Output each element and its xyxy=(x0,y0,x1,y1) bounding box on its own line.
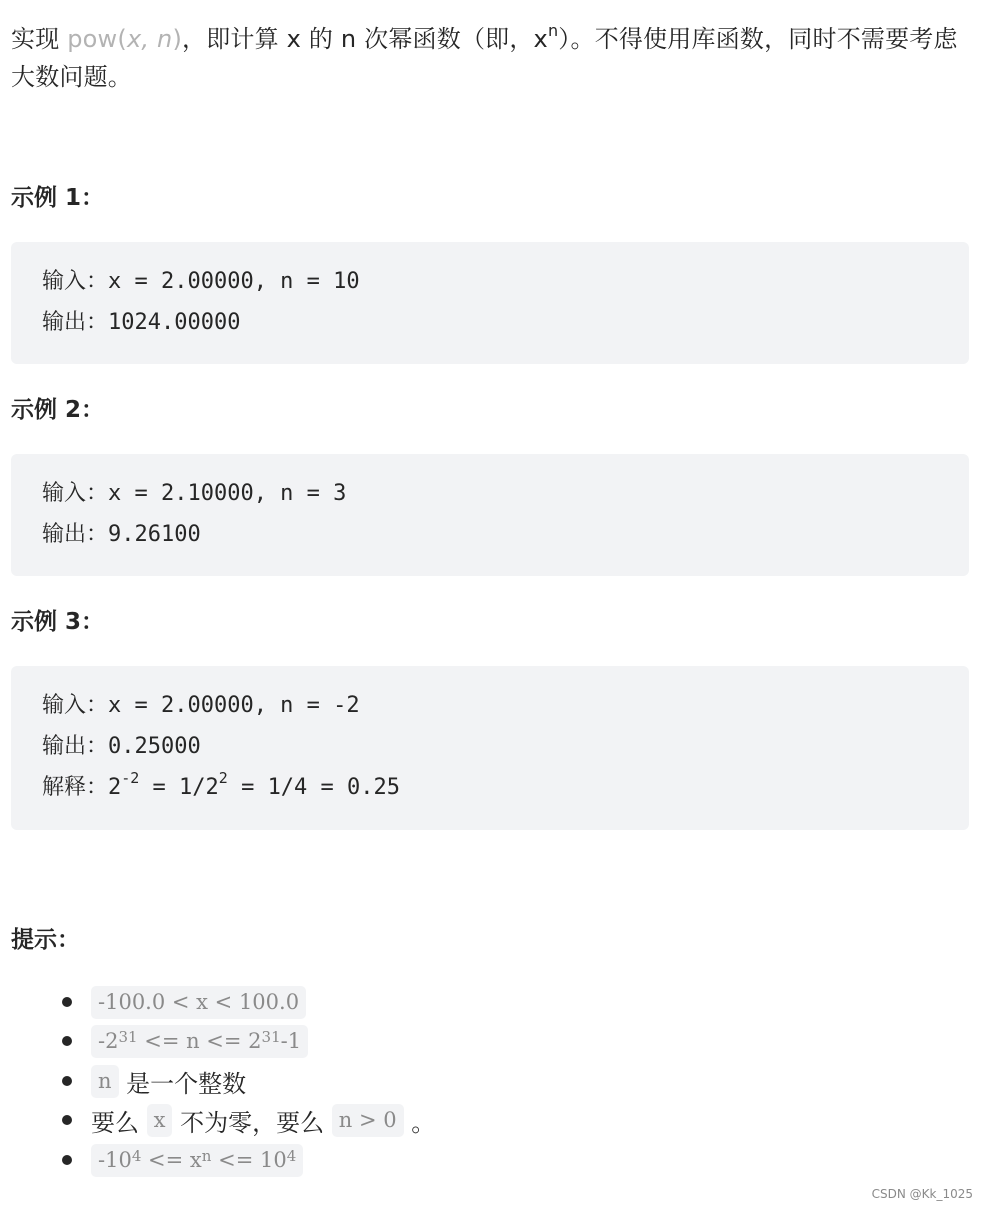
code-part: -1 xyxy=(280,1029,302,1053)
desc-text: ，即计算 x 的 n 次幂函数（即，x xyxy=(182,25,548,53)
fn-args: x, n xyxy=(126,25,173,53)
inline-code: x xyxy=(147,1104,173,1137)
tip-text: 。 xyxy=(403,1108,436,1137)
example-1-input: 输入：x = 2.00000, n = 10 xyxy=(42,269,360,294)
explain-sup: -2 xyxy=(121,768,140,787)
example-2-output: 输出：9.26100 xyxy=(42,522,201,547)
example-3-input: 输入：x = 2.00000, n = -2 xyxy=(42,693,360,718)
bullet-icon xyxy=(62,997,72,1007)
desc-superscript: n xyxy=(547,21,559,40)
example-2-codeblock xyxy=(11,454,969,576)
example-1-output: 输出：1024.00000 xyxy=(42,310,241,335)
watermark: CSDN @Kk_1025 xyxy=(871,1187,973,1201)
example-1-heading: 示例 1： xyxy=(11,185,105,211)
desc-text: 实现 xyxy=(11,25,68,53)
code-part: <= 10 xyxy=(211,1148,287,1172)
example-2-heading: 示例 2： xyxy=(11,397,105,423)
tip-text: 是一个整数 xyxy=(118,1069,247,1098)
code-part: <= x xyxy=(141,1148,202,1172)
inline-code: n > 0 xyxy=(332,1104,404,1137)
inline-code: -2 $^{31}$ <= n <= 2 $^{31}$ -1 xyxy=(91,1025,308,1058)
tip-text: 不为零，要么 xyxy=(172,1108,332,1137)
explain-sup: 2 xyxy=(218,768,228,787)
example-3-heading: 示例 3： xyxy=(11,609,105,635)
fn-name: pow( xyxy=(67,25,127,53)
inline-code: -100.0 < x < 100.0 xyxy=(91,986,306,1019)
explain-mid: = 1/2 xyxy=(139,775,219,800)
bullet-icon xyxy=(62,1036,72,1046)
example-3-codeblock xyxy=(11,666,969,830)
inline-code: -10 $^4$ <= x $^n$ <= 10 $^4$ xyxy=(91,1144,303,1177)
example-2-input: 输入：x = 2.10000, n = 3 xyxy=(42,481,347,506)
problem-description xyxy=(11,14,971,96)
example-3-explanation xyxy=(42,768,401,803)
example-1-codeblock xyxy=(11,242,969,364)
tips-heading: 提示： xyxy=(11,927,80,953)
bullet-icon xyxy=(62,1076,72,1086)
tip-text: 要么 xyxy=(91,1108,147,1137)
pow-function-name xyxy=(67,25,182,53)
bullet-icon xyxy=(62,1155,72,1165)
inline-code: n xyxy=(91,1065,119,1098)
code-part: -2 xyxy=(98,1029,119,1053)
explain-end: = 1/4 = 0.25 xyxy=(227,775,401,800)
explain-label: 解释：2 xyxy=(42,775,122,800)
code-part: <= n <= 2 xyxy=(137,1029,262,1053)
bullet-icon xyxy=(62,1115,72,1125)
desc-text: ）。不得使用库函数，同时不需要考虑大数问题。 xyxy=(11,25,958,91)
code-part: -10 xyxy=(98,1148,132,1172)
fn-close: ) xyxy=(172,25,183,53)
example-3-output: 输出：0.25000 xyxy=(42,734,201,759)
